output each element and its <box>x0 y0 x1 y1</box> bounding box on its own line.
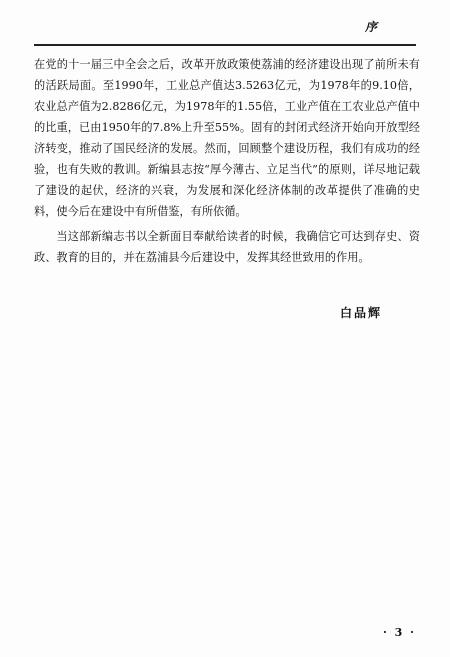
paragraph-1: 在党的十一届三中全会之后，改革开放政策使荔浦的经济建设出现了前所未有的活跃局面。至1990年，工业总产值达3.5263亿元，为1978年的9.10倍，农业总产值为2.8286亿元，为1978年的1.55倍，工业产值在工农业总产值中的比重，已由1950年的7.8%上升至55%。固有的封闭式经济开始向开放型经济转变，推动了国民经济的发展。然而，回顾整个建设历程，我们有成功的经验，也有失败的教训。新编县志按“厚今薄古、立足当代”的原则，详尽地记载了建设的起伏，经济的兴衰，为发展和深化经济体制的改革提供了准确的史料，使今后在建设中有所借鉴，有所依循。 <box>34 58 420 218</box>
body-text <box>34 54 420 268</box>
header-rule <box>34 44 416 46</box>
author-signature: 白品辉 <box>339 306 382 320</box>
page-number: · 3 · <box>383 626 416 639</box>
paragraph-2: 当这部新编志书以全新面目奉献给读者的时候，我确信它可达到存史、资政、教育的目的，并在荔浦县今后建设中，发挥其经世致用的作用。 <box>34 230 420 264</box>
running-header-title: 序 <box>364 20 378 34</box>
